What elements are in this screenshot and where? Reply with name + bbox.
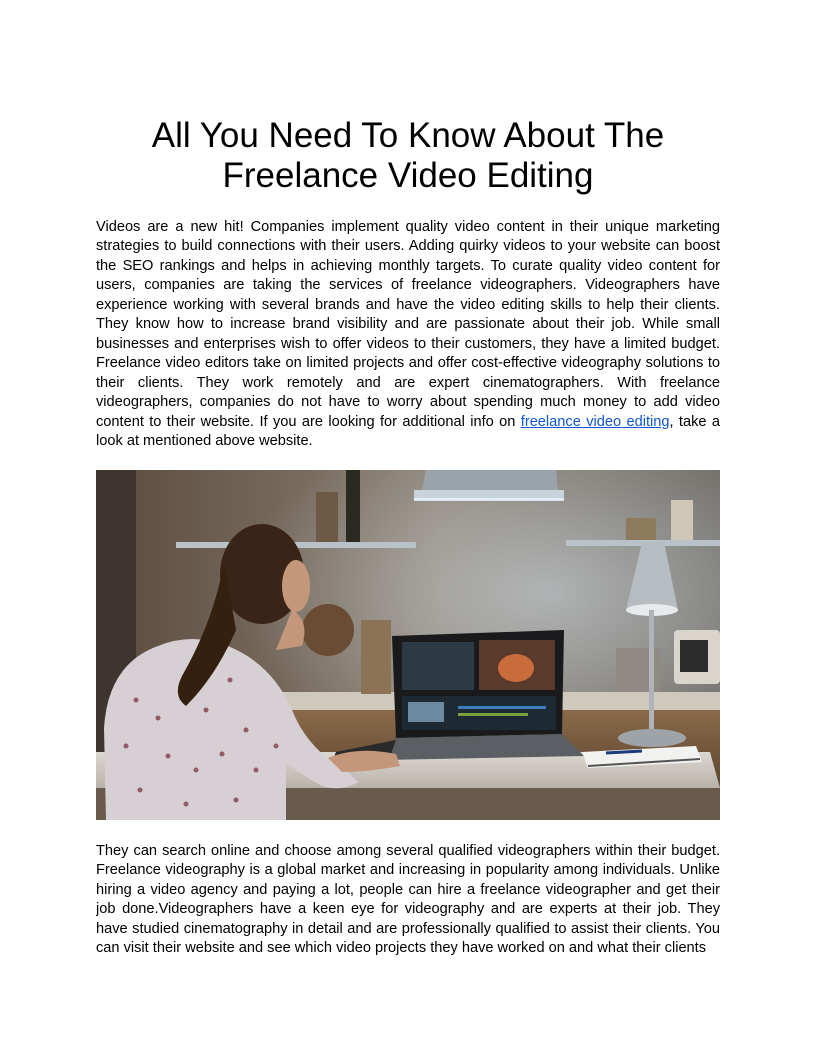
second-paragraph: They can search online and choose among several qualified videographers within their budget. Freelance videography is a global market and increasing in popularity among individuals. Unlike hiring a video agency and paying a lot, people can hire a freelance videographer and get their job done.Videographers have a keen eye for videography and are experts at their job. They have studied cinematography in detail and are professionally qualified to assist their clients. You can visit their website and see which video projects they have worked on and what their clients xyxy=(96,843,720,957)
title-line-2: Freelance Video Editing xyxy=(222,156,594,195)
title-line-1: All You Need To Know About The xyxy=(151,116,665,155)
intro-text: Videos are a new hit! Companies implement quality video content in their unique marketing strategies to build connections with their users. Adding quirky videos to your website can boost the SEO rankings and helps in achieving monthly targets. To curate quality video content for users, companies are taking the services of freelance videographers. Videographers have experience working with several brands and have the video editing skills to help their clients. They know how to increase brand visibility and are passionate about their job. While small businesses and enterprises wish to offer videos to their customers, they have a limited budget. Freelance video editors take on limited projects and offer cost-effective videography solutions to their clients. They work remotely and are expert cinematographers. With freelance videographers, companies do not have to worry about spending much money to add video content to their website. If you are looking for additional info on xyxy=(96,219,720,430)
intro-text-end: , take a look at mentioned above website. xyxy=(96,413,720,449)
woman-editing-video-photo xyxy=(96,470,720,820)
page-title xyxy=(96,116,720,196)
intro-paragraph xyxy=(96,218,720,451)
freelance-video-editing-link[interactable]: freelance video editing xyxy=(520,413,670,430)
